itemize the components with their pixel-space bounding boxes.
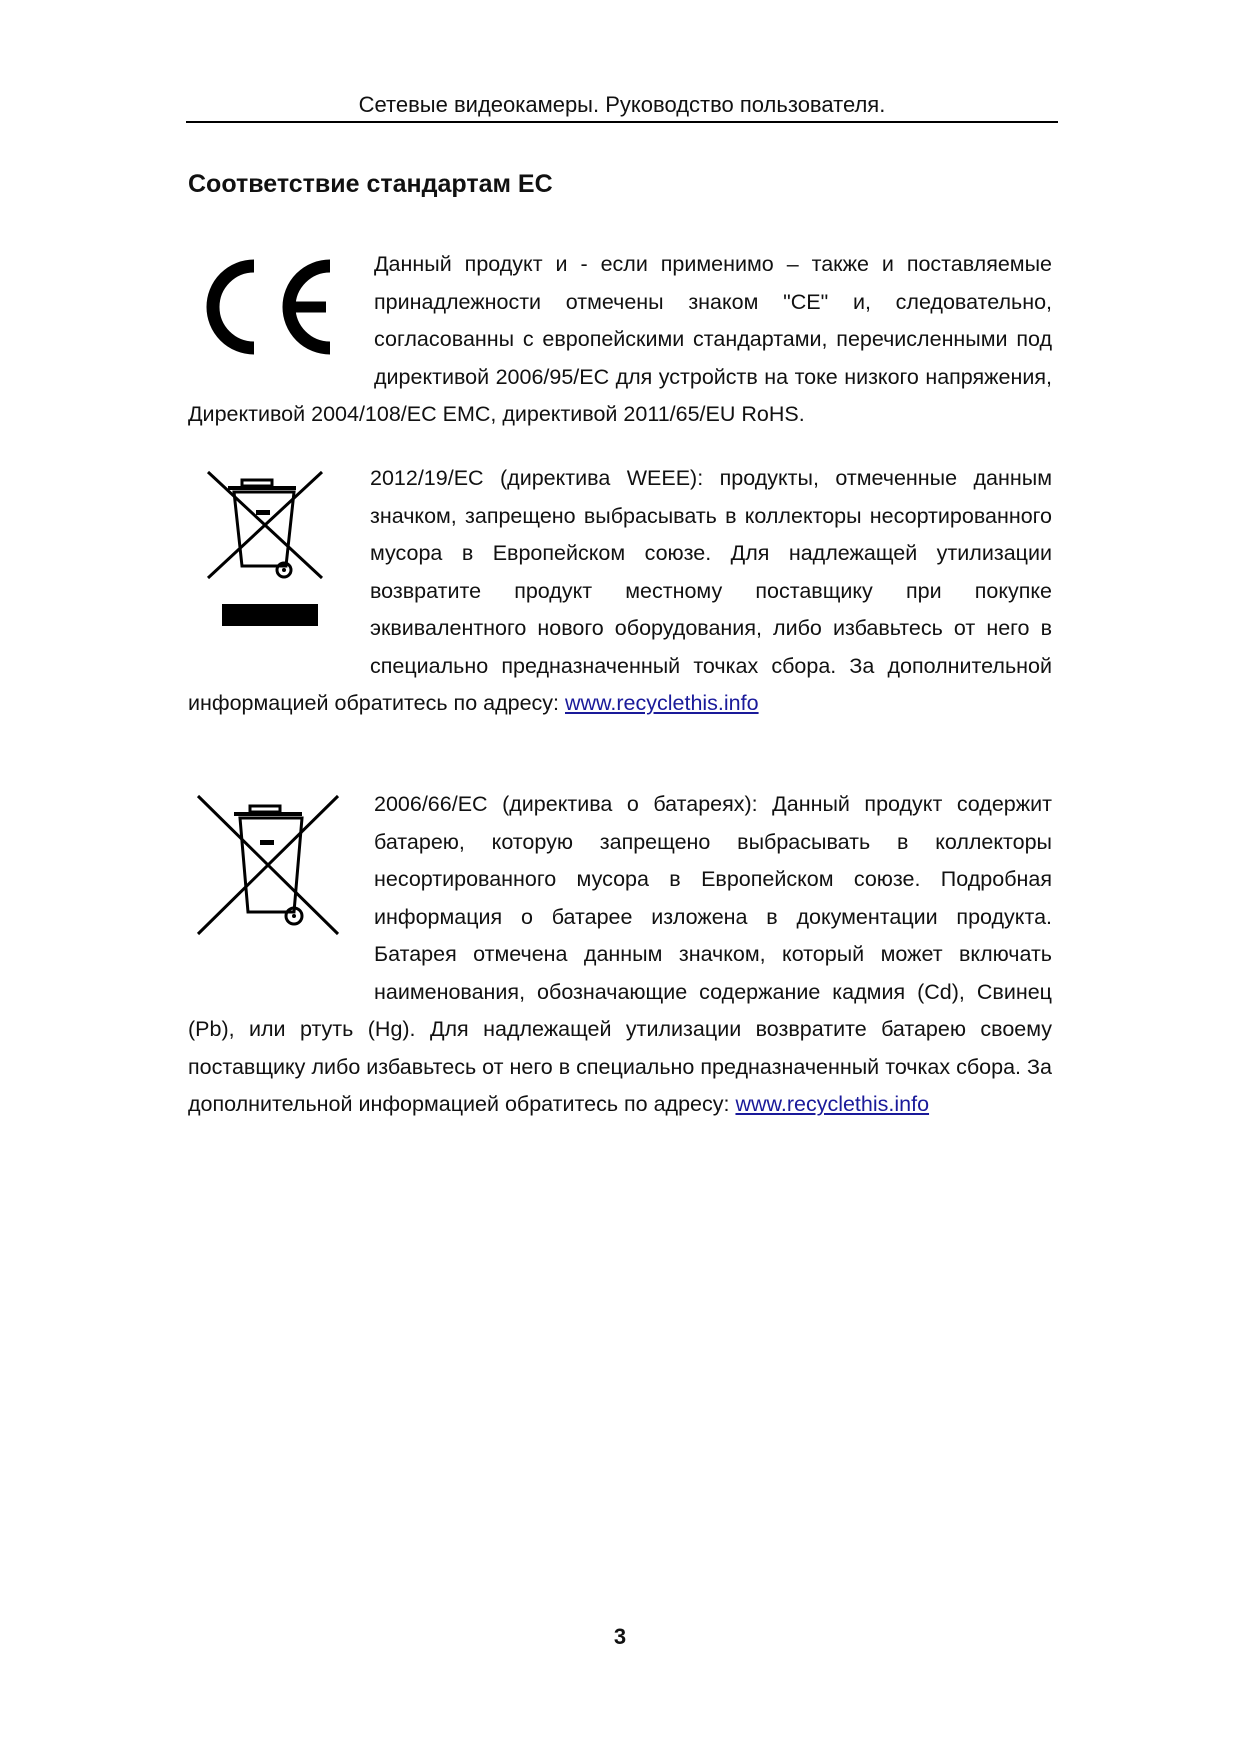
battery-symbol-box — [188, 786, 374, 998]
ce-compliance-text: Данный продукт и - если применимо – также и поставляемые принадлежности отмечены знаком "CE" и, следовательно, согласованны с европейскими стандартами, перечисленными под директивой 2006/95/EC для устройств на токе низкого напряжения, Директивой 2004/108/EC EMC, директивой 2011/65/EU RoHS. — [188, 252, 1052, 426]
ce-compliance-block — [188, 246, 1052, 434]
header-divider — [186, 121, 1058, 123]
running-header: Сетевые видеокамеры. Руководство пользователя. — [358, 92, 886, 117]
weee-description: 2012/19/EC (директива WEEE): продукты, отмеченные данным значком, запрещено выбрасывать в коллекторы несортированного мусора в Европейском союзе. Для надлежащей утилизации возвратите продукт местному поставщику при покупке эквивалентного нового оборудования, либо избавьтесь от него в специально предназначенный точках сбора. За дополнительной информацией обратитесь по адресу: — [188, 466, 1052, 715]
page-number: 3 — [613, 1624, 627, 1649]
ce-logo-box — [188, 246, 374, 396]
section-title: Соответствие стандартам ЕС — [188, 170, 553, 198]
weee-recycle-link[interactable]: www.recyclethis.info — [565, 691, 759, 715]
weee-symbol-box — [188, 460, 370, 685]
crossed-out-bin-icon — [200, 466, 330, 636]
battery-crossed-bin-icon — [192, 790, 342, 940]
weee-block — [188, 460, 1052, 723]
battery-directive-block — [188, 786, 1052, 1124]
battery-recycle-link[interactable]: www.recyclethis.info — [735, 1092, 930, 1116]
ce-mark-icon — [202, 252, 342, 362]
battery-description: 2006/66/EC (директива о батареях): Данный продукт содержит батарею, которую запрещено выбрасывать в коллекторы несортированного мусора в Европейском союзе. Подробная информация о батарее изложена в документации продукта. Батарея отмечена данным значком, который может включать наименования, обозначающие содержание кадмия (Cd), Свинец (Pb), или ртуть (Hg). Для надлежащей утилизации возвратите батарею своему поставщику либо избавьтесь от него в специально предназначенный точках сбора. За дополнительной информацией обратитесь по адресу: — [188, 792, 1052, 1116]
